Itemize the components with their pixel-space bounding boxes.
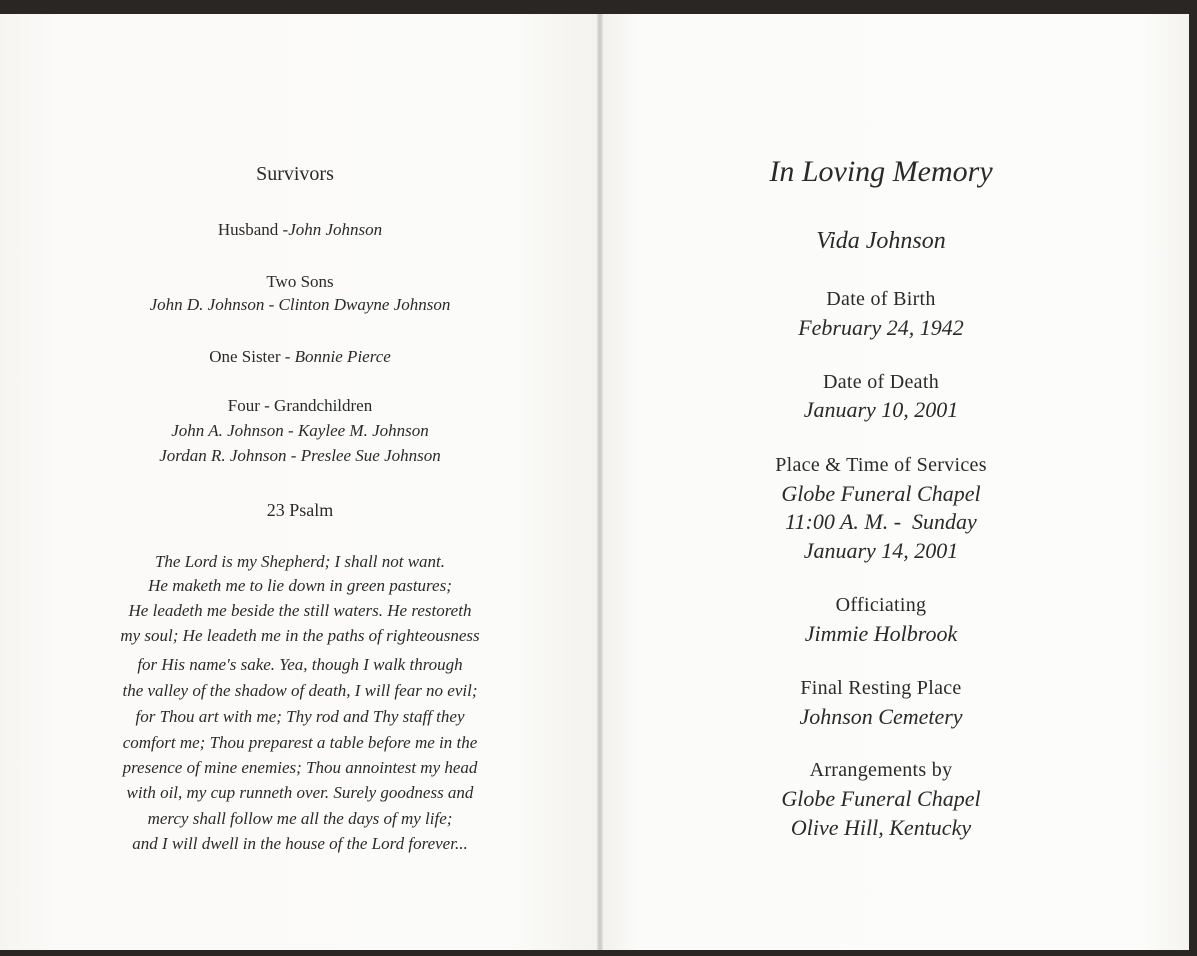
left-page-content bbox=[40, 0, 560, 956]
psalm-line: for His name's sake. Yea, though I walk through bbox=[137, 655, 463, 674]
center-fold bbox=[597, 14, 603, 950]
psalm-line: He leadeth me beside the still waters. He restoreth bbox=[128, 601, 472, 620]
grandchildren-line-2: Jordan R. Johnson - Preslee Sue Johnson bbox=[159, 446, 441, 465]
death-label: Date of Death bbox=[822, 371, 940, 393]
sister-label: One Sister - bbox=[209, 347, 295, 366]
officiating-name: Jimmie Holbrook bbox=[804, 621, 958, 646]
psalm-line: the valley of the shadow of death, I will fear no evil; bbox=[122, 681, 478, 700]
psalm-line: my soul; He leadeth me in the paths of righteousness bbox=[120, 626, 480, 645]
psalm-line: and I will dwell in the house of the Lord forever... bbox=[132, 834, 468, 853]
psalm-line: The Lord is my Shepherd; I shall not want. bbox=[154, 552, 446, 571]
birth-date: February 24, 1942 bbox=[798, 315, 964, 340]
death-date: January 10, 2001 bbox=[803, 397, 959, 422]
resting-place: Johnson Cemetery bbox=[799, 704, 963, 729]
husband-name: John Johnson bbox=[288, 220, 383, 239]
resting-label: Final Resting Place bbox=[800, 677, 962, 699]
psalm-line: for Thou art with me; Thy rod and Thy staff they bbox=[135, 707, 465, 726]
deceased-name: Vida Johnson bbox=[816, 228, 946, 254]
grandchildren-line-1: John A. Johnson - Kaylee M. Johnson bbox=[171, 421, 429, 440]
psalm-line: mercy shall follow me all the days of my life; bbox=[147, 809, 453, 828]
husband-line bbox=[40, 220, 560, 240]
psalm-line: with oil, my cup runneth over. Surely goodness and bbox=[126, 783, 474, 802]
sister-line bbox=[40, 347, 560, 367]
right-page-content bbox=[681, 0, 1081, 956]
sister-name: Bonnie Pierce bbox=[294, 347, 391, 366]
grandchildren-label: Four - Grandchildren bbox=[227, 396, 373, 415]
psalm-line: comfort me; Thou preparest a table before me in the bbox=[122, 733, 478, 752]
psalm-heading: 23 Psalm bbox=[266, 500, 334, 520]
husband-label: Husband - bbox=[217, 220, 289, 239]
officiating-label: Officiating bbox=[835, 594, 927, 616]
services-time: 11:00 A. M. - Sunday bbox=[785, 509, 977, 534]
arrangements-label: Arrangements by bbox=[809, 759, 953, 781]
memorial-title: In Loving Memory bbox=[769, 155, 993, 188]
services-label: Place & Time of Services bbox=[775, 454, 987, 476]
services-date: January 14, 2001 bbox=[803, 538, 959, 563]
sons-label: Two Sons bbox=[266, 272, 334, 291]
psalm-line: He maketh me to lie down in green pastures; bbox=[148, 576, 452, 595]
sons-names: John D. Johnson - Clinton Dwayne Johnson bbox=[149, 295, 451, 314]
psalm-line: presence of mine enemies; Thou annointest my head bbox=[122, 758, 478, 777]
birth-label: Date of Birth bbox=[826, 288, 936, 310]
arrangements-location: Olive Hill, Kentucky bbox=[790, 815, 972, 840]
services-place: Globe Funeral Chapel bbox=[781, 481, 981, 506]
survivors-heading: Survivors bbox=[256, 163, 334, 185]
arrangements-name: Globe Funeral Chapel bbox=[781, 786, 981, 811]
